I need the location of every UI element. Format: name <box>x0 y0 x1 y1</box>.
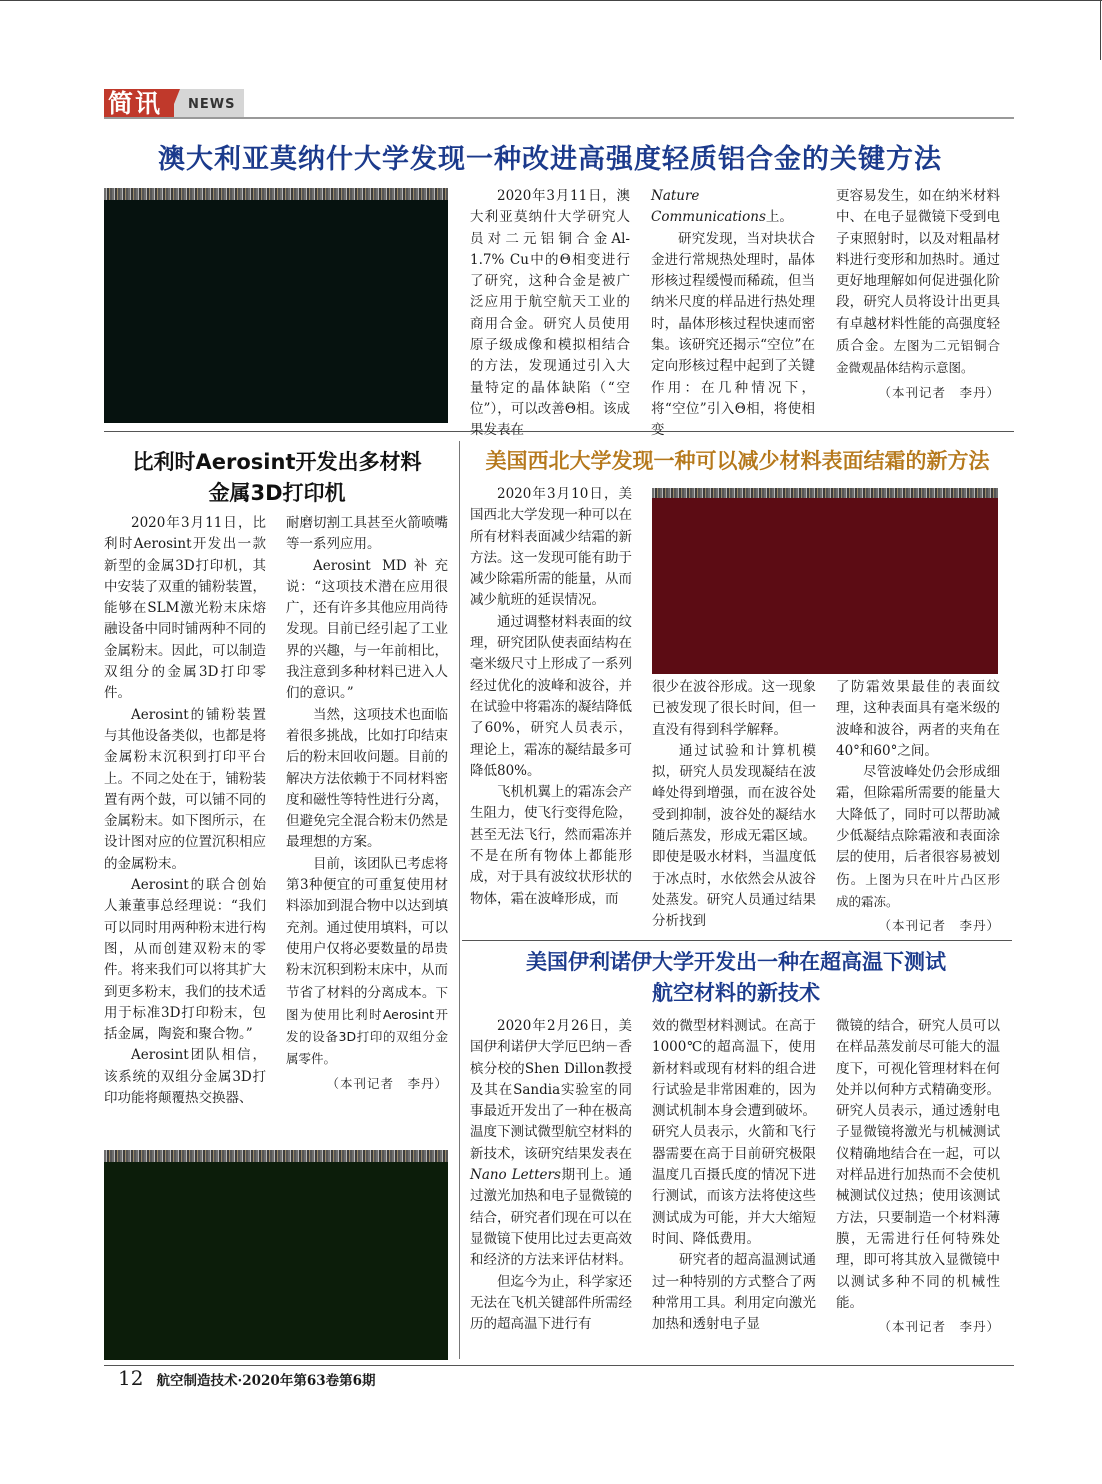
article2-para8-text: 目前，该团队已考虑将第3种便宜的可重复使用材料添加到混合物中以达到填充剂。通过使用填料，可以使用户仅将必要数量的昂贵粉末沉积到粉末床中，从而节省了材料的分离成本。 <box>286 855 448 1001</box>
article3-rule <box>462 940 1012 941</box>
article1-para2: 研究发现，当对块状合金进行常规热处理时，晶体形核过程缓慢而稀疏，但当纳米尺度的样品进行热处理时，晶体形核过程快速而密集。该研究还揭示“空位”在定向形核过程中起到了关键作用：在几种情况下，将“空位”引入Θ相，将使相变 <box>651 230 815 439</box>
article4-para5: 微镜的结合，研究人员可以在样品蒸发前尽可能大的温度下，可视化管理材料在何处并以何种方式精确变形。研究人员表示，通过透射电子显微镜将激光与机械测试仪精确地结合在一起，可以对样品进行加热而不会使机械测试仪过热；使用该测试方法，只要制造一个材料薄膜，无需进行任何特殊处理，即可将其放入显微镜中以测试多种不同的机械性能。 <box>836 1018 1000 1311</box>
article3-col3 <box>836 677 1000 937</box>
article4-title-line2: 航空材料的新技术 <box>652 981 820 1005</box>
article1-title: 澳大利亚莫纳什大学发现一种改进高强度轻质铝合金的关键方法 <box>158 144 942 175</box>
article2-caption: 下图为使用比利时Aerosint开发的设备3D打印的双组分金属零件。 <box>286 984 448 1067</box>
section-en: NEWS <box>188 97 236 112</box>
article3-para7 <box>836 762 1000 913</box>
article3-para7-text: 尽管波峰处仍会形成细霜，但除霜所需要的能量大大降低了，同时可以帮助减少低凝结点除霜液和表面涂层的使用，后者很容易被划伤。 <box>836 764 1000 888</box>
section-tab <box>104 89 244 119</box>
article4-para4: 研究者的超高温测试通过一种特别的方式整合了两种常用工具。利用定向激光加热和透射电子显 <box>652 1252 816 1333</box>
article3-para3: 飞机机翼上的霜冻会产生阻力，使飞行变得危险，甚至无法飞行，然而霜冻并不是在所有物体上都能形成，对于具有波纹状形状的物体，霜在波峰形成，而 <box>470 784 632 907</box>
article1-para3 <box>836 186 1000 380</box>
article2-title-line2: 金属3D打印机 <box>208 481 346 505</box>
article2-para3: Aerosint的联合创始人兼董事总经理说：“我们可以同时用两种粉末进行构图，从而创建双粉末的零件。将来我们可以将其扩大到更多粉末，我们的技术适用于标准3D打印粉末，包括金属，陶瓷和聚合物。” <box>104 877 266 1043</box>
section-cn: 简讯 <box>108 89 163 118</box>
header-rule <box>104 117 1014 119</box>
article4-para1 <box>470 1016 632 1272</box>
article2-para4: Aerosint团队相信，该系统的双组分金属3D打印功能将颠覆热交换器、 <box>104 1047 266 1107</box>
article4-para2: 但迄今为止，科学家还无法在飞机关键部件所需经历的超高温下进行有 <box>470 1273 632 1333</box>
journal-name: 航空制造技术·2020年第63卷第6期 <box>156 1373 376 1389</box>
article3-para5: 通过试验和计算机模拟，研究人员发现凝结在波峰处得到增强，而在波谷处受到抑制，波谷处的凝结水随后蒸发，形成无霜区域。即使是吸水材料，当温度低于冰点时，水依然会从波谷处蒸发。研究人员通过结果分析找到 <box>652 742 816 930</box>
article4-col1 <box>470 1016 632 1335</box>
article3-para6: 了防霜效果最佳的表面纹理，这种表面具有毫米级的波峰和波谷，两者的夹角在40°和60°之间。 <box>836 679 1000 759</box>
article4-col2 <box>652 1016 816 1335</box>
article3-title: 美国西北大学发现一种可以减少材料表面结霜的新方法 <box>485 449 990 473</box>
article1-col3 <box>836 186 1000 403</box>
article2-para5: 耐磨切割工具甚至火箭喷嘴等一系列应用。 <box>286 515 448 553</box>
article1-para1: 2020年3月11日，澳大利亚莫纳什大学研究人员对二元铝铜合金Al-1.7% Cu中的Θ相变进行了研究，这种合金是被广泛应用于航空航天工业的商用合金。研究人员使用原子级成像和模拟相结合的方法，发现通过引入大量特定的晶体缺陷（“空位”），可以改善Θ相。该成果发表在 <box>470 188 630 439</box>
frost-leaf-image <box>652 488 998 674</box>
article1-col2 <box>651 186 815 442</box>
article3-col1 <box>470 484 632 910</box>
article3-para1: 2020年3月10日，美国西北大学发现一种可以在所有材料表面减少结霜的新方法。这一发现可能有助于减少除霜所需的能量，从而减少航班的延误情况。 <box>470 486 632 609</box>
article4-credit: （本刊记者 李丹） <box>878 1319 1000 1335</box>
article4-col3 <box>836 1016 1000 1337</box>
article3-para2: 通过调整材料表面的纹理，研究团队使表面结构在毫米级尺寸上形成了一系列经过优化的波峰和波谷，并在试验中将霜冻的凝结降低了60%，研究人员表示，理论上，霜冻的凝结最多可降低80%。 <box>470 613 632 779</box>
article2-para6: Aerosint MD补充说：“这项技术潜在应用很广，还有许多其他应用尚待发现。目前已经引起了工业界的兴趣，与一年前相比，我注意到多种材料已进入人们的意识。” <box>286 557 448 702</box>
article3-para4: 很少在波谷形成。这一现象已被发现了很长时间，但一直没有得到科学解释。 <box>652 679 816 738</box>
article1-journal: Nature Communications <box>651 188 766 226</box>
top-border <box>0 0 1102 1</box>
article2-col1 <box>104 513 266 1109</box>
article1-journal-line <box>651 186 815 229</box>
page-footer <box>118 1364 376 1392</box>
article2-para7: 当然，这项技术也面临着很多挑战，比如打印结束后的粉末回收问题。目前的解决方法依赖于不同材料密度和磁性等特性进行分离，但避免完全混合粉末仍然是最理想的方案。 <box>286 706 448 851</box>
right-border <box>1100 0 1101 60</box>
article3-caption: 上图为只在叶片凸区形成的霜冻。 <box>836 871 1000 909</box>
article4-para1-pre: 2020年2月26日，美国伊利诺伊大学厄巴纳－香槟分校的Shen Dillon教授及其在Sandia实验室的同事最近开发出了一种在极高温度下测试微型航空材料的新技术，该研究结果发表在 <box>470 1018 632 1162</box>
article2-title <box>104 447 450 509</box>
article1-para3-text: 更容易发生，如在纳米材料中、在电子显微镜下受到电子束照射时，以及对粗晶材料进行变形和加热时。通过更好地理解如何促进强化阶段，研究人员将设计出更具有卓越材料性能的高强度轻质合金。 <box>836 188 1000 355</box>
article2-para2: Aerosint的铺粉装置与其他设备类似，也都是将金属粉末沉积到打印平台上。不同之处在于，铺粉装置有两个鼓，可以铺不同的金属粉末。如下图所示，在设计图对应的位置沉积相应的金属粉末。 <box>104 706 266 872</box>
article3-credit: （本刊记者 李丹） <box>878 918 1000 934</box>
aluminum-alloy-image <box>104 188 448 423</box>
article4-para1-post: 期刊上。通过激光加热和电子显微镜的结合，研究者们现在可以在显微镜下使用比过去更高效和经济的方法来评估材料。 <box>470 1167 632 1269</box>
page-number: 12 <box>118 1366 144 1390</box>
article2-para1: 2020年3月11日，比利时Aerosint开发出一款新型的金属3D打印机，其中安装了双重的铺粉装置，能够在SLM激光粉末床熔融设备中同时铺两种不同的金属粉末。因此，可以制造双组分的金属3D打印零件。 <box>104 515 266 702</box>
column-divider <box>459 441 460 1359</box>
article1-col1 <box>470 186 630 442</box>
article2-credit: （本刊记者 李丹） <box>326 1075 448 1091</box>
article1-journal-after: 上。 <box>765 209 793 226</box>
article1-rule <box>104 431 1014 432</box>
article3-col2 <box>652 677 816 933</box>
article4-title <box>466 947 1006 1009</box>
article2-col2 <box>286 513 448 1094</box>
dual-metal-part-image <box>104 1150 448 1360</box>
article4-para3: 效的微型材料测试。在高于1000℃的超高温下，使用新材料或现有材料的组合进行试验是非常困难的，因为测试机制本身会遭到破坏。研究人员表示，火箭和飞行器需要在高于目前研究极限温度几百摄氏度的情况下进行测试，而该方法将使这些测试成为可能，并大大缩短时间、降低费用。 <box>652 1018 816 1247</box>
article2-title-line1: 比利时Aerosint开发出多材料 <box>132 450 422 474</box>
article2-para8 <box>286 854 448 1071</box>
article1-caption: 左图为二元铝铜合金微观晶体结构示意图。 <box>836 338 1000 376</box>
article4-journal: Nano Letters <box>470 1167 561 1184</box>
article4-title-line1: 美国伊利诺伊大学开发出一种在超高温下测试 <box>526 950 946 974</box>
article1-credit: （本刊记者 李丹） <box>878 384 1000 400</box>
